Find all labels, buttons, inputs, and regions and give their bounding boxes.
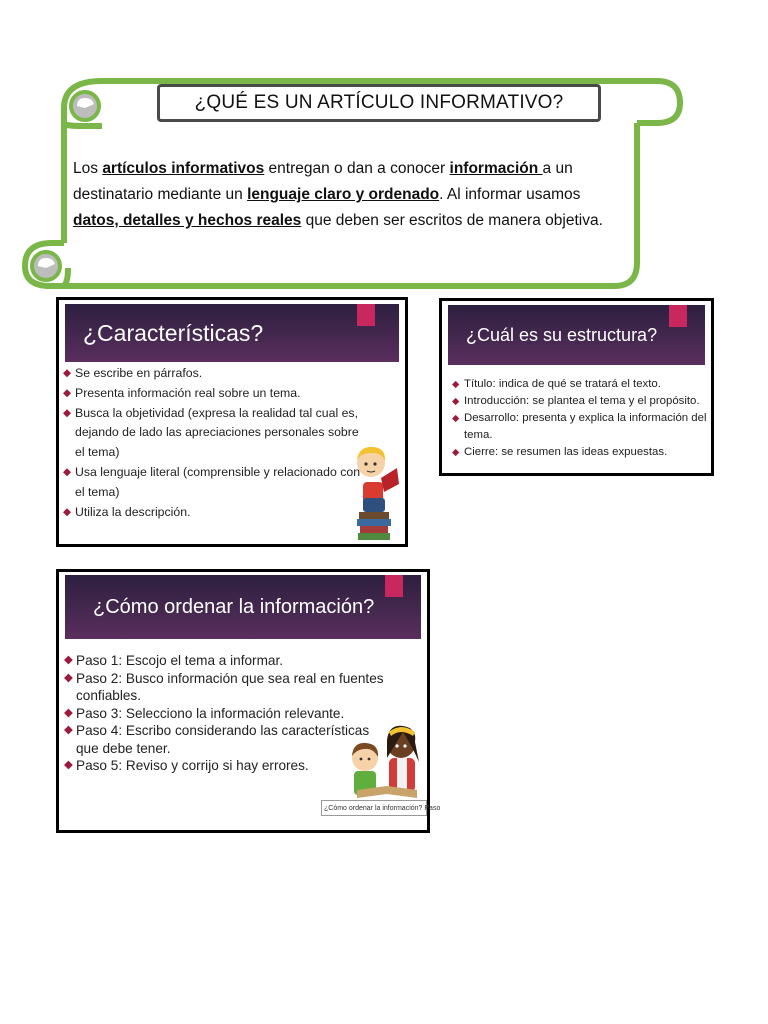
slide-list: [64, 652, 384, 775]
slide-estructura: [439, 298, 714, 476]
slide-caracteristicas: [56, 297, 408, 547]
image-caption: ¿Cómo ordenar la información? Paso: [321, 800, 427, 816]
list-item: ◆ Paso 3: Selecciono la información relevante.: [64, 705, 384, 723]
list-item: ◆ Paso 5: Reviso y corrijo si hay errores.: [64, 757, 384, 775]
slide-title: ¿Cómo ordenar la información?: [93, 595, 375, 618]
slide-list: [452, 376, 710, 461]
keyword-datos: datos, detalles y hechos reales: [73, 212, 302, 229]
list-item: ◆ Paso 4: Escribo considerando las características que debe tener.: [64, 722, 384, 757]
slide-title: ¿Características?: [83, 319, 264, 346]
keyword-informacion: información: [449, 160, 543, 177]
two-girls-reading-icon: [343, 718, 429, 802]
slide-header: [448, 305, 705, 365]
list-item: ◆ Cierre: se resumen las ideas expuestas.: [452, 444, 710, 461]
banner-title: ¿QUÉ ES UN ARTÍCULO INFORMATIVO?: [157, 84, 601, 122]
list-item: ◆ Presenta información real sobre un tema.: [63, 384, 363, 404]
slide-ordenar-informacion: [56, 569, 441, 833]
keyword-articulos: artículos informativos: [102, 160, 265, 177]
banner-text: Los artículos informativos entregan o dan a conocer información a un destinatario mediante un lenguaje claro y ordenado. Al informar usamos datos, detalles y hechos reales que deben ser escritos de manera objetiva.: [73, 160, 603, 229]
accent-square: [669, 305, 687, 327]
list-item: ◆ Busca la objetividad (expresa la realidad tal cual es, dejando de lado las apreciaciones personales sobre el tema): [63, 404, 363, 463]
list-item: ◆ Se escribe en párrafos.: [63, 364, 363, 384]
slide-list: [63, 364, 363, 522]
list-item: ◆ Paso 1: Escojo el tema a informar.: [64, 652, 384, 670]
list-item: ◆ Introducción: se plantea el tema y el propósito.: [452, 393, 710, 410]
list-item: ◆ Desarrollo: presenta y explica la información del tema.: [452, 410, 710, 444]
accent-square: [385, 575, 403, 597]
keyword-lenguaje: lenguaje claro y ordenado: [247, 186, 440, 203]
list-item: ◆ Usa lenguaje literal (comprensible y relacionado con el tema): [63, 463, 363, 503]
list-item: ◆ Título: indica de qué se tratará el texto.: [452, 376, 710, 393]
list-item: ◆ Paso 2: Busco información que sea real en fuentes confiables.: [64, 670, 384, 705]
list-item: ◆ Utiliza la descripción.: [63, 503, 363, 523]
boy-reading-on-books-icon: [351, 438, 403, 542]
slide-header: [65, 304, 399, 362]
slide-title: ¿Cuál es su estructura?: [466, 324, 658, 345]
accent-square: [357, 304, 375, 326]
slide-header: [65, 575, 421, 639]
